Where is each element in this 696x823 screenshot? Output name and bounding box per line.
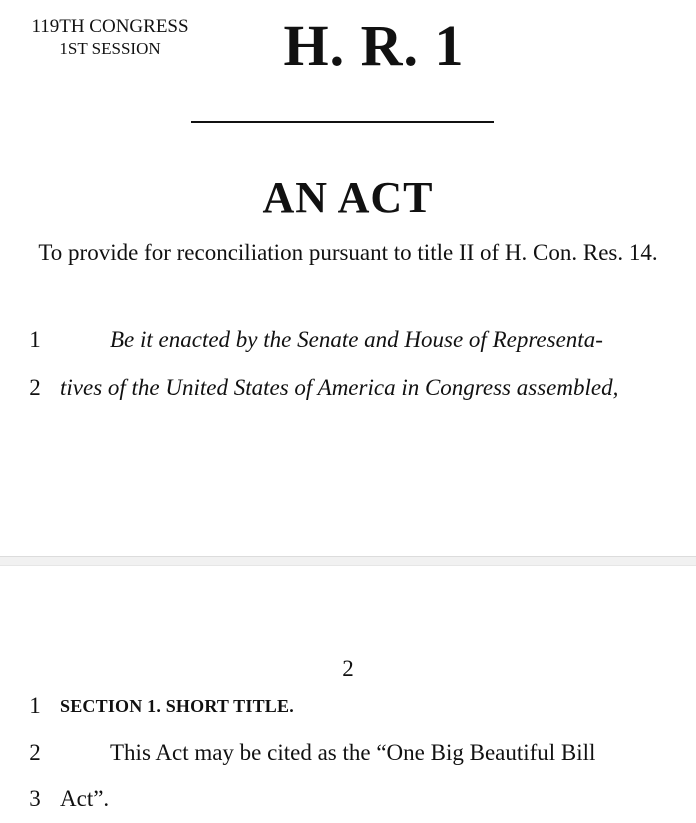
bill-line xyxy=(0,734,696,772)
purpose-clause: To provide for reconciliation pursuant to title II of H. Con. Res. 14. xyxy=(38,240,658,265)
line-number: 3 xyxy=(29,786,41,811)
congress-session-block xyxy=(18,16,202,60)
bill-number: H. R. 1 xyxy=(283,13,465,78)
bill-line xyxy=(0,780,696,818)
enacting-line xyxy=(0,321,696,359)
session-label: 1ST SESSION xyxy=(59,39,161,58)
line-number: 2 xyxy=(29,740,41,765)
page-2 xyxy=(0,566,696,823)
line-number: 1 xyxy=(29,327,41,352)
congress-label: 119TH CONGRESS xyxy=(31,16,189,37)
bill-line xyxy=(0,687,696,725)
section-heading: SECTION 1. SHORT TITLE. xyxy=(60,696,294,716)
line-number: 2 xyxy=(29,375,41,400)
title-rule xyxy=(191,121,494,123)
page-separator xyxy=(0,556,696,566)
act-heading: AN ACT xyxy=(262,173,434,222)
short-title-text: This Act may be cited as the “One Big Beautiful Bill xyxy=(110,740,596,765)
line-number: 1 xyxy=(29,693,41,718)
enacting-clause-text: tives of the United States of America in Congress assembled, xyxy=(60,375,619,400)
page-number: 2 xyxy=(342,656,354,681)
enacting-line xyxy=(0,369,696,407)
short-title-text: Act”. xyxy=(60,786,110,811)
enacting-clause-text: Be it enacted by the Senate and House of Representa- xyxy=(110,327,603,352)
